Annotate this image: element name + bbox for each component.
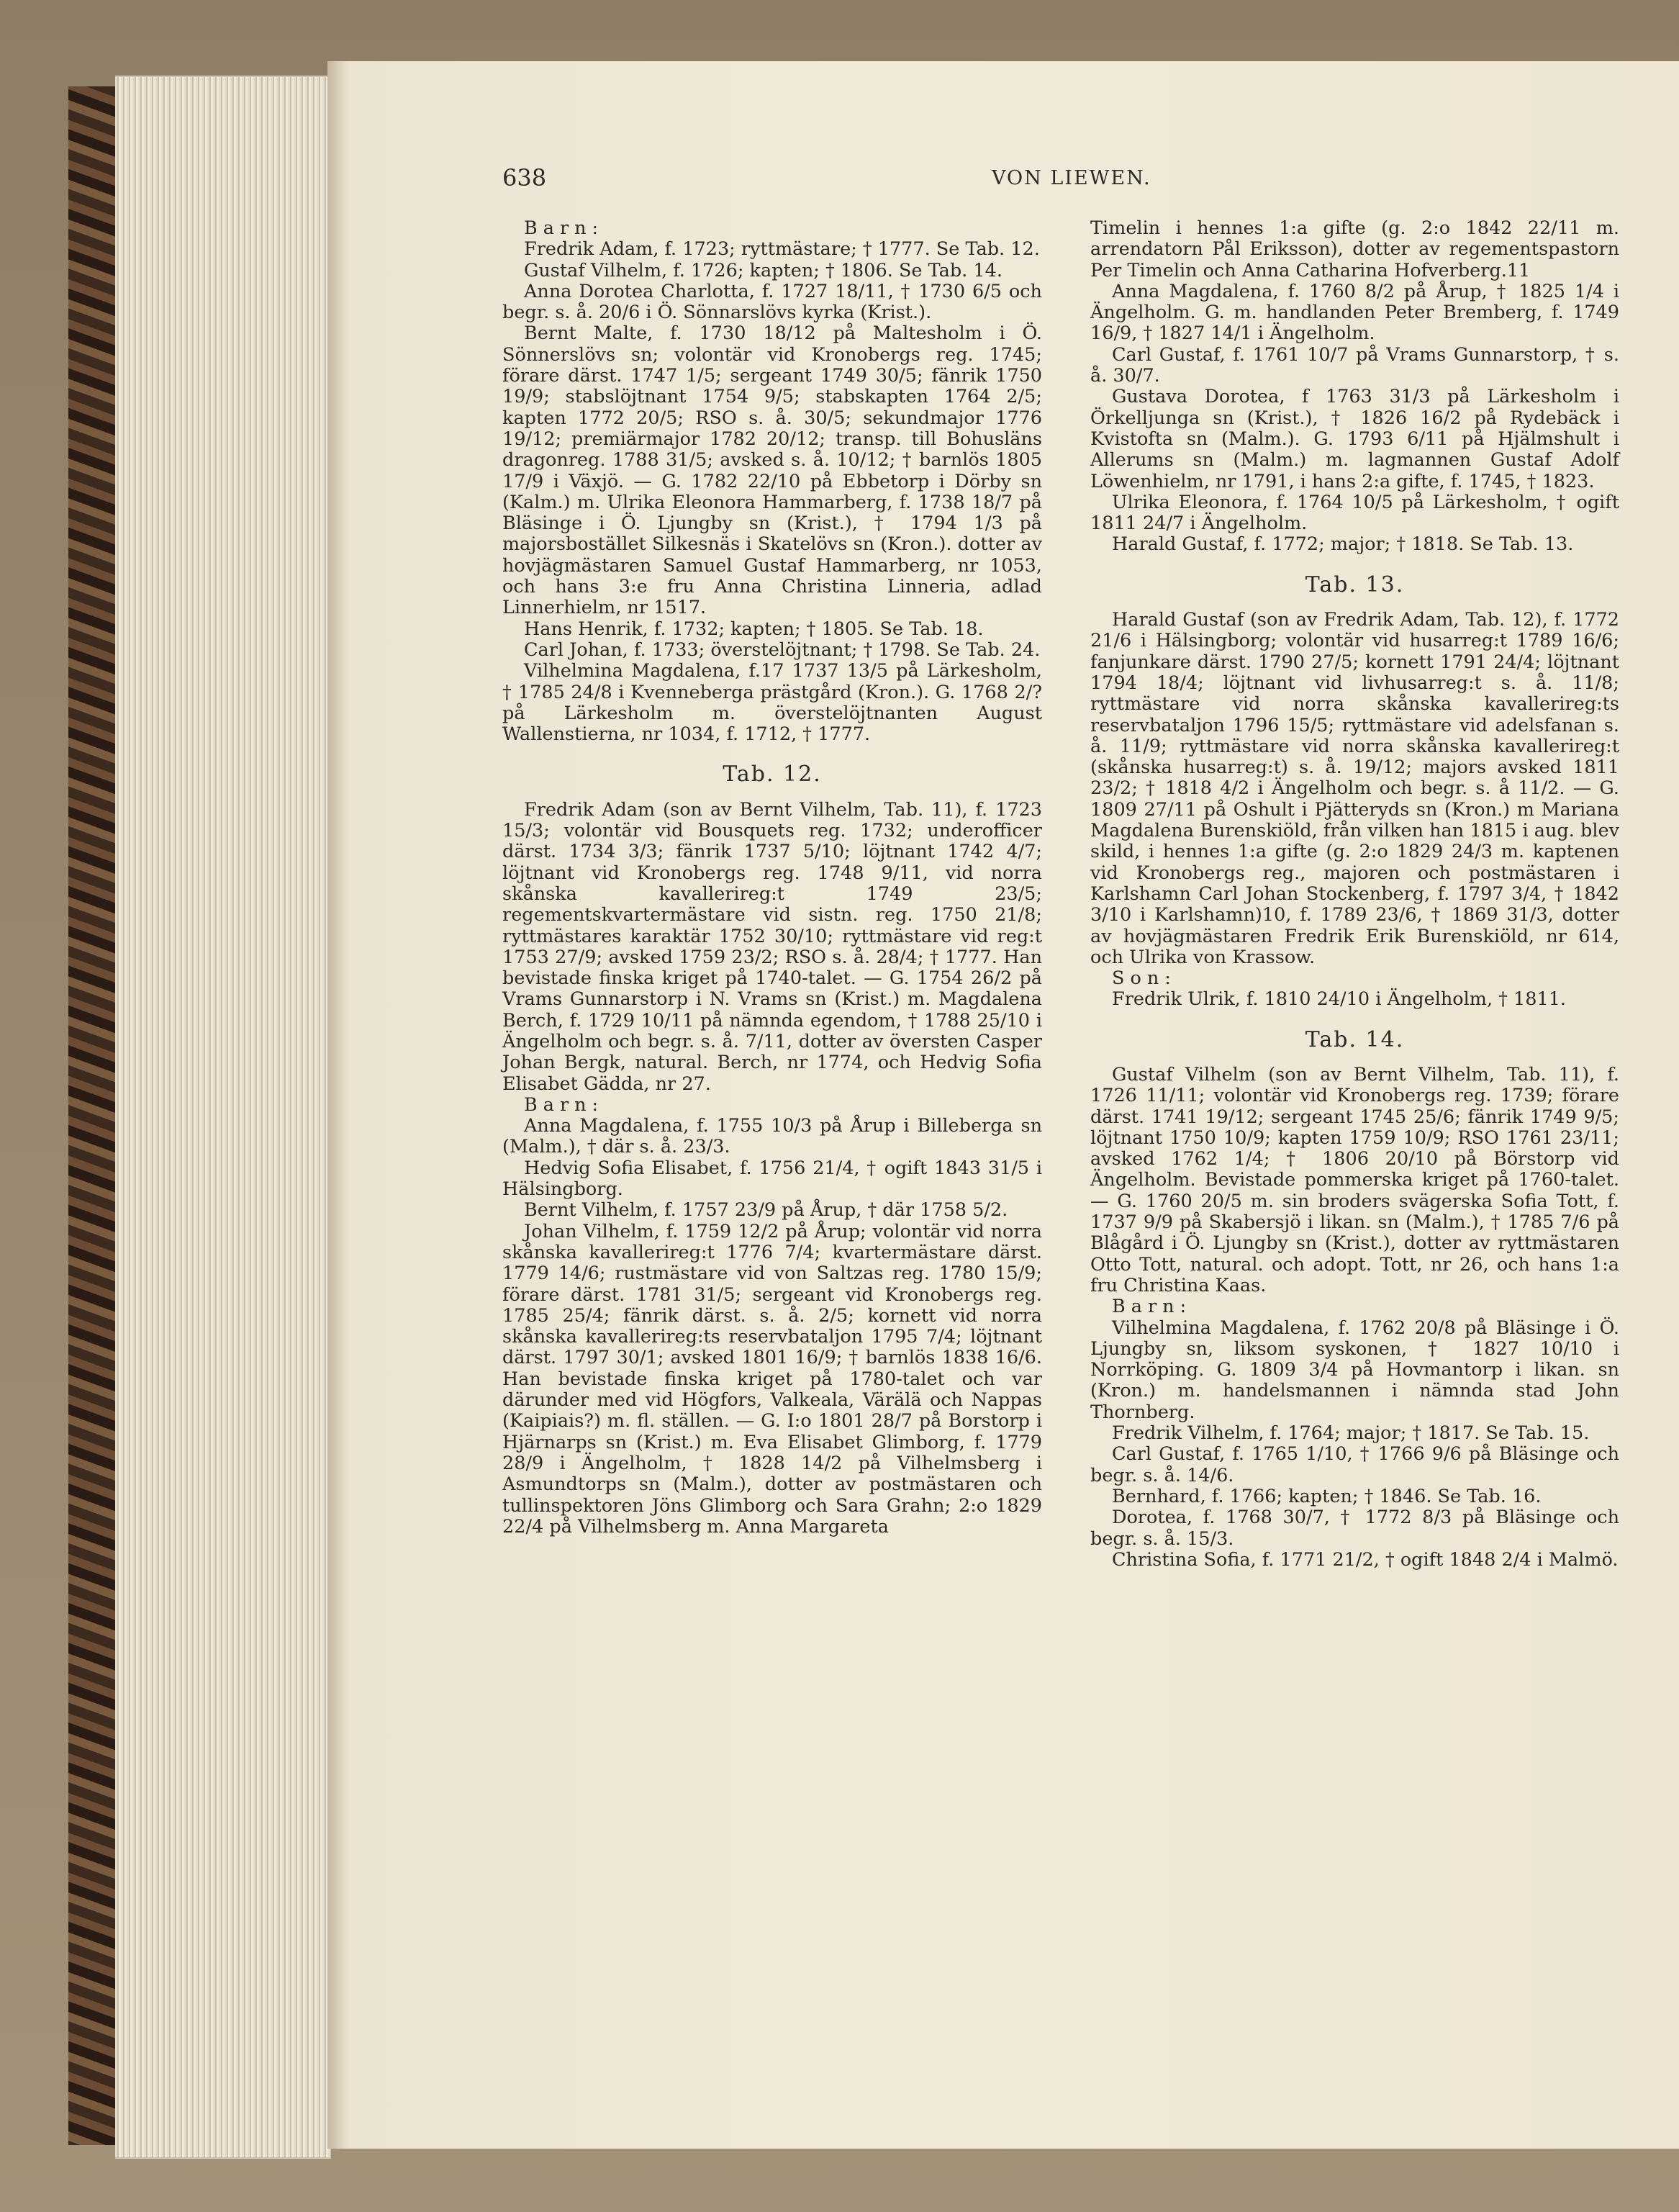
paragraph: Anna Dorotea Charlotta, f. 1727 18/11, † 1730 6/5 och begr. s. å. 20/6 i Ö. Sönnarslövs kyrka (Krist.). [502, 280, 1042, 324]
paragraph: Harald Gustaf (son av Fredrik Adam, Tab. 12), f. 1772 21/6 i Hälsingborg; volontär vid husarreg:t 1789 16/6; fanjunkare därst. 1790 27/5; kornett 1791 24/4; löjtnant 1794 18/4; löjtnant vid livhusarreg:t s. å. 11/8; ryttmästare vid norra skånska kavallerireg:ts reservbataljon 1796 15/5; ryttmästare vid adelsfanan s. å. 11/9; ryttmästare vid norra skånska kavallerireg:t (skånska husarreg:t) s. å. 19/12; majors avsked 1811 23/2; † 1818 4/2 i Ängelholm och begr. s. å 11/2. — G. 1809 27/11 på Oshult i Pjätteryds sn (Kron.) m Mariana Magdalena Burenskiöld, från vilken han 1815 i aug. blev skild, i hennes 1:a gifte (g. 2:o 1829 24/3 m. kaptenen vid Kronobergs reg., majoren och postmästaren i Karlshamn Carl Johan Stockenberg, f. 1797 3/4, † 1842 3/10 i Karlshamn)10, f. 1789 23/6, † 1869 31/3, dotter av hovjägmästaren Fredrik Erik Burenskiöld, nr 614, och Ulrika von Krassow. [1090, 609, 1619, 968]
running-title: VON LIEWEN. [992, 167, 1151, 189]
paragraph: Bernhard, f. 1766; kapten; † 1846. Se Tab. 16. [1112, 1485, 1542, 1507]
right-column [1090, 218, 1619, 1571]
paragraph: Gustaf Vilhelm (son av Bernt Vilhelm, Tab. 11), f. 1726 11/11; volontär vid Kronobergs reg. 1739; förare därst. 1741 19/12; sergeant 1745 25/6; fänrik 1749 9/5; löjtnant 1750 10/9; kapten 1759 10/9; RSO 1761 23/11; avsked 1762 1/4; † 1806 20/10 på Börstorp vid Ängelholm. Bevistade pommerska kriget på 1760-talet. — G. 1760 20/5 m. sin broders svägerska Sofia Tott, f. 1737 9/9 på Skabersjö i likan. sn (Malm.), † 1785 7/6 på Blågård i Ö. Ljungby sn (Krist.), dotter av ryttmästaren Otto Tott, natural. och adopt. Tott, nr 26, och hans 1:a fru Christina Kaas. [1090, 1063, 1619, 1296]
paragraph: Bernt Vilhelm, f. 1757 23/9 på Årup, † där 1758 5/2. [524, 1199, 1008, 1222]
section-label: Barn: [524, 217, 605, 239]
paragraph: Timelin i hennes 1:a gifte (g. 2:o 1842 22/11 m. arrendatorn Pål Eriksson), dotter av regementspastorn Per Timelin och Anna Catharina Hofverberg.11 [1090, 217, 1619, 281]
paragraph: Anna Magdalena, f. 1760 8/2 på Årup, † 1825 1/4 i Ängelholm. G. m. handlanden Peter Bremberg, f. 1749 16/9, † 1827 14/1 i Ängelholm. [1090, 280, 1619, 345]
page-number: 638 [502, 164, 547, 191]
paragraph: Ulrika Eleonora, f. 1764 10/5 på Lärkesholm, † ogift 1811 24/7 i Ängelholm. [1090, 491, 1619, 535]
paragraph: Hans Henrik, f. 1732; kapten; † 1805. Se Tab. 18. [524, 618, 984, 640]
page-header [502, 164, 1679, 193]
paragraph: Fredrik Adam, f. 1723; ryttmästare; † 1777. Se Tab. 12. [524, 238, 1040, 261]
paragraph: Carl Johan, f. 1733; överstelöjtnant; † 1798. Se Tab. 24. [524, 638, 1041, 661]
paragraph: Fredrik Adam (son av Bernt Vilhelm, Tab. 11), f. 1723 15/3; volontär vid Bousquets reg. 1732; underofficer därst. 1734 3/3; fänrik 1737 5/10; löjtnant 1742 4/7; löjtnant vid Kronobergs reg. 1748 9/11, vid norra skånska kavallerireg:t 1749 23/5; regementskvartermästare vid sistn. reg. 1750 21/8; ryttmästares karaktär 1752 30/10; ryttmästare vid reg:t 1753 27/9; avsked 1759 23/2; RSO s. å. 28/4; † 1777. Han bevistade finska kriget på 1740-talet. — G. 1754 26/2 på Vrams Gunnarstorp i N. Vrams sn (Krist.) m. Magdalena Berch, f. 1729 10/11 på nämnda egendom, † 1788 25/10 i Ängelholm och begr. s. å. 7/11, dotter av översten Casper Johan Bergk, natural. Berch, nr 1774, och Hedvig Sofia Elisabet Gädda, nr 27. [502, 798, 1042, 1095]
paragraph: Dorotea, f. 1768 30/7, † 1772 8/3 på Bläsinge och begr. s. å. 15/3. [1090, 1507, 1619, 1550]
gutter-shadow [327, 61, 349, 2149]
paragraph: Bernt Malte, f. 1730 18/12 på Maltesholm i Ö. Sönnerslövs sn; volontär vid Kronobergs reg. 1745; förare därst. 1747 1/5; sergeant 1749 30/5; fänrik 1750 19/9; stabslöjtnant 1754 9/5; stabskapten 1764 2/5; kapten 1772 20/5; RSO s. å. 30/5; sekundmajor 1776 19/12; premiärmajor 1782 20/12; transp. till Bohusläns dragonreg. 1788 31/5; avsked s. å. 10/12; † barnlös 1805 17/9 i Växjö. — G. 1782 22/10 på Ebbetorp i Dörby sn (Kalm.) m. Ulrika Eleonora Hammarberg, f. 1738 18/7 på Bläsinge i Ö. Ljungby sn (Krist.), † 1794 1/3 på majorsbostället Silkesnäs i Skatelövs sn (Kron.). dotter av hovjägmästaren Samuel Gustaf Hammarberg, nr 1053, och hans 3:e fru Anna Christina Linneria, adlad Linnerhielm, nr 1517. [502, 322, 1042, 619]
table-heading: Tab. 14. [1305, 1026, 1405, 1052]
paragraph: Fredrik Vilhelm, f. 1764; major; † 1817. Se Tab. 15. [1112, 1422, 1590, 1445]
paragraph: Harald Gustaf, f. 1772; major; † 1818. Se Tab. 13. [1112, 533, 1574, 556]
table-heading: Tab. 13. [1305, 572, 1405, 597]
paragraph: Gustava Dorotea, f 1763 31/3 på Lärkesholm i Örkelljunga sn (Krist.), † 1826 16/2 på Rydebäck i Kvistofta sn (Malm.). G. 1793 6/11 på Hjälmshult i Allerums sn (Malm.) m. lagmannen Gustaf Adolf Löwenhielm, nr 1791, i hans 2:a gifte, f. 1745, † 1823. [1090, 386, 1619, 492]
paragraph: Fredrik Ulrik, f. 1810 24/10 i Ängelholm, † 1811. [1112, 988, 1567, 1011]
paragraph: Christina Sofia, f. 1771 21/2, † ogift 1848 2/4 i Malmö. [1112, 1548, 1619, 1571]
table-heading: Tab. 12. [723, 762, 822, 787]
paragraph: Gustaf Vilhelm, f. 1726; kapten; † 1806. Se Tab. 14. [524, 259, 1003, 281]
page-edges [115, 76, 331, 2159]
book-spine [68, 86, 117, 2145]
section-label: Barn: [524, 1093, 605, 1116]
section-label: Barn: [1112, 1296, 1193, 1318]
paragraph: Vilhelmina Magdalena, f. 1762 20/8 på Bläsinge i Ö. Ljungby sn, liksom syskonen, † 1827 10/10 i Norrköping. G. 1809 3/4 på Hovmantorp i likan. sn (Kron.) m. handelsmannen i nämnda stad John Thornberg. [1090, 1317, 1619, 1423]
paragraph: Anna Magdalena, f. 1755 10/3 på Årup i Billeberga sn (Malm.), † där s. å. 23/3. [502, 1115, 1042, 1158]
left-column [502, 218, 1042, 1538]
paragraph: Hedvig Sofia Elisabet, f. 1756 21/4, † ogift 1843 31/5 i Hälsingborg. [502, 1157, 1042, 1201]
section-label: Son: [1112, 967, 1177, 990]
paragraph: Vilhelmina Magdalena, f.17 1737 13/5 på Lärkesholm, † 1785 24/8 i Kvenneberga prästgård (Kron.). G. 1768 2/? på Lärkesholm m. överstelöjtnanten August Wallenstierna, nr 1034, f. 1712, † 1777. [502, 660, 1042, 746]
paragraph: Carl Gustaf, f. 1761 10/7 på Vrams Gunnarstorp, † s. å. 30/7. [1090, 343, 1619, 387]
paragraph: Johan Vilhelm, f. 1759 12/2 på Årup; volontär vid norra skånska kavallerireg:t 1776 7/4; kvartermästare därst. 1779 14/6; rustmästare vid von Saltzas reg. 1780 15/9; förare därst. 1781 31/5; sergeant vid Kronobergs reg. 1785 25/4; fänrik därst. s. å. 2/5; kornett vid norra skånska kavallerireg:ts reservbataljon 1795 7/4; löjtnant därst. 1797 30/1; avsked 1801 16/9; † barnlös 1838 16/6. Han bevistade finska kriget på 1780-talet och var därunder med vid Högfors, Valkeala, Värälä och Nappas (Kaipiais?) m. fl. ställen. — G. I:o 1801 28/7 på Borstorp i Hjärnarps sn (Krist.) m. Eva Elisabet Glimborg, f. 1779 28/9 i Ängelholm, † 1828 14/2 på Vilhelmsberg i Asmundtorps sn (Malm.), dotter av postmästaren och tullinspektoren Jöns Glimborg och Sara Grahn; 2:o 1829 22/4 på Vilhelmsberg m. Anna Margareta [502, 1220, 1042, 1538]
paragraph: Carl Gustaf, f. 1765 1/10, † 1766 9/6 på Bläsinge och begr. s. å. 14/6. [1090, 1443, 1619, 1486]
